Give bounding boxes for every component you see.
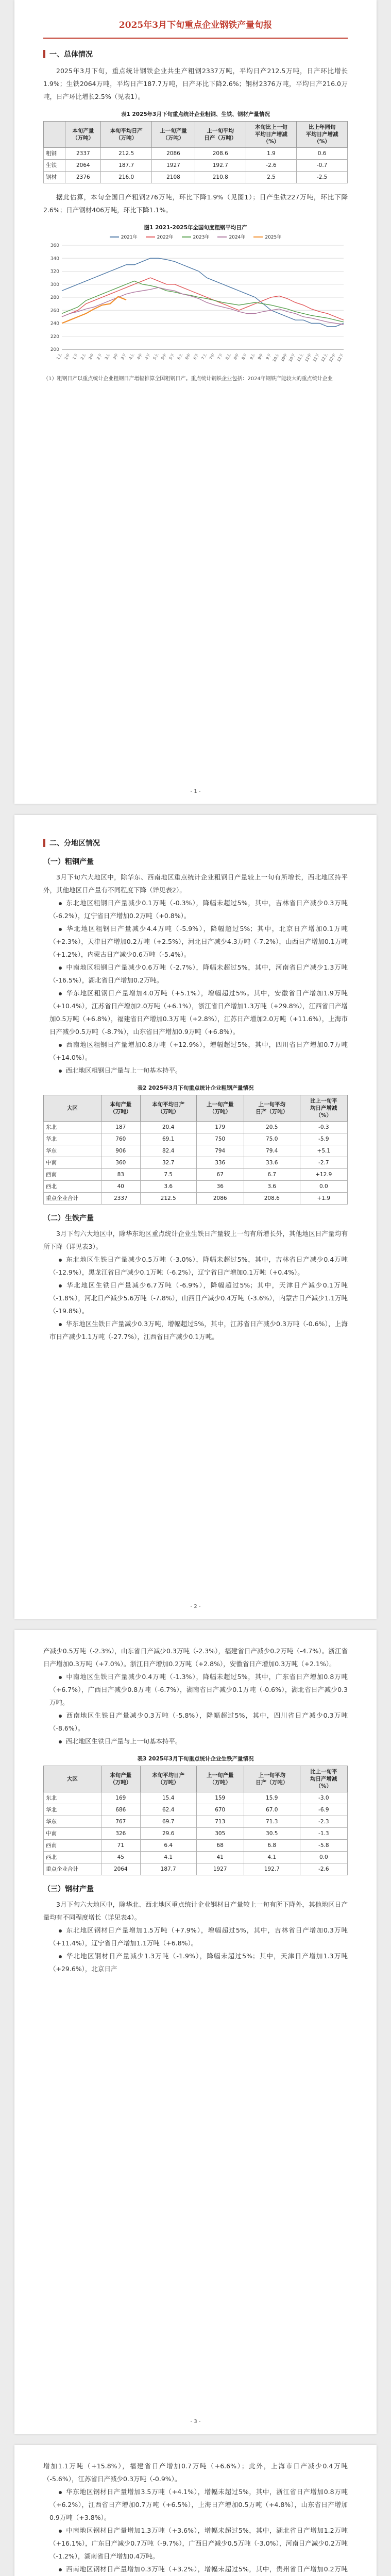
table-header-cell: 上一旬产量 （万吨）	[196, 1766, 244, 1792]
table-header-cell: 比上一旬平 均日产增减 （%）	[300, 1766, 347, 1792]
table-cell: 7.5	[140, 1169, 196, 1181]
table-header-cell: 大区	[44, 1095, 101, 1122]
iron-bullet-southwest: 西南地区生铁日产量减少0.3万吨（-5.8%），降幅超过5%，其中，四川省日产减少0.3万吨（-8.6%）。	[49, 1711, 348, 1732]
x-tick-label: 7上	[200, 352, 208, 361]
section-overview-title: 一、总体情况	[49, 50, 93, 59]
table-cell: 西北	[44, 1181, 101, 1193]
crude-bullet-east: 华东地区粗钢日产量增加4.0万吨（+5.1%），增幅超过5%。其中，安徽省日产增加1.9万吨（+10.4%），江苏省日产增加2.0万吨（+6.1%），浙江省日产增加1.3万吨（+29.8%），江西省日产增加0.5万吨（+6.8%），福建省日产增加0.3万吨（+2.8%），江苏日产增加2.0万吨（+11.6%），上海市日产减少0.5万吨（-8.7%），山东省日产增加0.9万吨（+6.8%）。	[49, 989, 348, 1036]
table-cell: 210.8	[195, 172, 246, 183]
table-cell: 68	[196, 1840, 244, 1852]
bullet-dot	[59, 1676, 62, 1679]
iron-intro: 3月下旬六大地区中，除华东地区重点统计企业生铁日产量较上一旬有所增长外，其他地区日产量均有所下降（详见表3）。	[43, 1230, 348, 1250]
table-cell: 305	[196, 1828, 244, 1840]
bullet-dot	[59, 2530, 62, 2533]
legend-label: 2023年	[193, 235, 210, 240]
bullet-dot	[59, 1044, 62, 1047]
table-header-cell: 本旬平均日产 （万吨）	[140, 1095, 196, 1122]
crude-bullet-north: 华北地区粗钢日产量减少4.4万吨（-5.9%），降幅超过5%；其中，北京日产增加0.1万吨（+2.3%），天津日产增加0.2万吨（+2.5%），河北日产减少4.3万吨（-7.2%），山西日产增加0.1万吨（+1.2%），内蒙古日产减少0.6万吨（-5.4%）。	[49, 925, 348, 958]
legend-label: 2022年	[157, 235, 174, 240]
steel-north-continued: 增加1.1万吨（+15.8%），福建省日产增加0.7万吨（+6.6%）；此外，上海市日产减少0.4万吨（-5.6%），江苏省日产减少0.3万吨（-0.9%）。	[43, 2462, 348, 2483]
legend-item	[253, 233, 281, 240]
legend-item	[182, 233, 210, 240]
table-cell: 6.8	[244, 1840, 300, 1852]
table3	[43, 1766, 348, 1875]
table-cell: 2064	[101, 1863, 140, 1875]
table-cell: 重点企业合计	[44, 1863, 101, 1875]
crude-bullet-northwest: 西北地区粗钢日产量与上一旬基本持平。	[43, 1064, 348, 1077]
table-header-cell: 本旬产量 （万吨）	[101, 1766, 140, 1792]
x-tick-label: 4上	[128, 352, 135, 361]
x-tick-label: 10中	[280, 352, 288, 363]
x-tick-label: 2上	[79, 352, 87, 361]
table-cell: -2.6	[246, 160, 297, 172]
table-cell: 187	[101, 1122, 140, 1133]
table2	[43, 1095, 348, 1205]
table-cell: 216.0	[101, 172, 152, 183]
table-row	[44, 172, 348, 183]
table-cell: 0.6	[297, 148, 348, 160]
table-cell: 62.4	[140, 1804, 196, 1816]
table-row	[44, 1122, 348, 1133]
crude-bullet-southwest: 西南地区粗钢日产量增加0.8万吨（+12.9%），增幅超过5%，其中，四川省日产增加0.7万吨（+14.0%）。	[49, 1041, 348, 1061]
table-cell: +12.9	[300, 1169, 347, 1181]
table-cell: 中南	[44, 1157, 101, 1169]
iron-bullet-north: 华北地区生铁日产量减少6.7万吨（-6.9%），降幅超过5%；其中，天津日产减少0.1万吨（-1.8%），河北日产减少5.6万吨（-7.8%），山西日产减少0.4万吨（-3.6%），内蒙古日产减少1.1万吨（-19.8%）。	[49, 1281, 348, 1315]
table-cell: 重点企业合计	[44, 1193, 101, 1205]
table-cell: 69.7	[140, 1816, 196, 1828]
page-number-1: - 1 -	[190, 789, 201, 794]
table2-caption: 表2 2025年3月下旬重点统计企业粗钢产量情况	[137, 1085, 254, 1091]
report-page-1	[14, 0, 377, 804]
table-cell: 208.6	[244, 1193, 300, 1205]
table-cell: -2.3	[300, 1816, 347, 1828]
section-region-title: 二、分地区情况	[49, 839, 100, 848]
table-cell: 20.5	[244, 1122, 300, 1133]
table-cell: 326	[101, 1828, 140, 1840]
y-tick-label: 200	[50, 347, 59, 352]
legend-swatch	[146, 236, 155, 238]
table-cell: 159	[196, 1792, 244, 1804]
y-tick-label: 240	[50, 321, 59, 327]
table-header-cell: 上一旬平均 日产（万吨）	[244, 1766, 300, 1792]
table-cell: -3.0	[300, 1792, 347, 1804]
x-tick-label: 12下	[336, 352, 345, 363]
table-cell: 212.5	[101, 148, 152, 160]
table-cell: 华东	[44, 1145, 101, 1157]
table-cell: 中南	[44, 1828, 101, 1840]
steel-bullet-northeast: 东北地区钢材日产量增加1.5万吨（+7.9%），增幅超过5%，其中，吉林省日产增加0.3万吨（+11.4%），辽宁省日产增加1.1万吨（+6.8%）。	[49, 1926, 348, 1947]
table-cell: 83	[101, 1169, 140, 1181]
x-tick-label: 8下	[241, 352, 248, 361]
table-cell: 2064	[65, 160, 101, 172]
table-cell: 179	[196, 1122, 244, 1133]
table-row	[44, 1840, 348, 1852]
y-tick-label: 360	[50, 243, 59, 248]
legend-swatch	[182, 236, 191, 238]
table-header-cell: 本旬产量 （万吨）	[101, 1095, 140, 1122]
bullet-dot	[59, 928, 62, 931]
steel-bullet-southwest: 西南地区钢材日产量增加0.3万吨（+3.2%），增幅未超过5%，其中，贵州省日产增加0.2万吨	[43, 2563, 348, 2576]
table-cell: 336	[196, 1157, 244, 1169]
table-cell: 1.9	[246, 148, 297, 160]
steel-products-heading: （三）钢材产量	[43, 1885, 94, 1893]
iron-bullet-northwest: 西北地区生铁日产量与上一旬基本持平。	[43, 1735, 348, 1748]
table-cell: 192.7	[244, 1863, 300, 1875]
steel-bullet-east: 华东地区钢材日产量增加3.5万吨（+4.1%），增幅未超过5%，其中，浙江省日产增加0.8万吨（+6.2%），江西省日产增加0.7万吨（+6.5%），上海日产增加0.5万吨（+4.8%），山东省日产增加0.9万吨（+3.8%）。	[49, 2488, 348, 2521]
table-cell: 187.7	[140, 1863, 196, 1875]
bullet-dot	[59, 1259, 62, 1262]
table-row	[44, 1181, 348, 1193]
table-cell: 36	[196, 1181, 244, 1193]
table-cell: 212.5	[140, 1193, 196, 1205]
legend-label: 2021年	[121, 235, 138, 240]
legend-swatch	[217, 236, 227, 238]
table-cell: 169	[101, 1792, 140, 1804]
x-tick-label: 6上	[176, 352, 184, 361]
x-tick-label: 8中	[232, 352, 240, 361]
table-cell: 41	[196, 1852, 244, 1863]
page-number-3: - 3 -	[190, 2419, 201, 2425]
table-cell: 33.6	[244, 1157, 300, 1169]
table-cell: 30.5	[244, 1828, 300, 1840]
table-cell: 20.4	[140, 1122, 196, 1133]
table-cell: 3.6	[244, 1181, 300, 1193]
table-header-cell: 比上一旬平 均日产增减 （%）	[300, 1095, 347, 1122]
legend-item	[110, 233, 138, 240]
steel-bullet-north: 华北地区钢材日产量减少1.3万吨（-1.9%），降幅未超过5%；其中，天津日产增加1.3万吨（+29.6%），北京日产	[49, 1952, 348, 1973]
chart1-caption: 图1 2021-2025年全国旬度粗钢平均日产	[144, 225, 247, 231]
bullet-dot	[59, 1323, 62, 1326]
table-header-cell: 本旬平均日产 （万吨）	[140, 1766, 196, 1792]
table-cell: 6.7	[244, 1169, 300, 1181]
table-row	[44, 1157, 348, 1169]
crude-bullet-northeast: 东北地区粗钢日产量减少0.1万吨（-0.3%），降幅未超过5%，其中，吉林省日产减少0.3万吨（-6.2%），辽宁省日产增加0.2万吨（+0.8%）。	[49, 899, 348, 920]
table-row	[44, 1816, 348, 1828]
table-cell: 686	[101, 1804, 140, 1816]
table-header-cell: 上一旬产量 （万吨）	[196, 1095, 244, 1122]
table-cell: 钢材	[44, 172, 65, 183]
table-row	[44, 160, 348, 172]
x-tick-label: 10下	[287, 352, 296, 363]
table-cell: 360	[101, 1157, 140, 1169]
title-rule	[43, 38, 348, 39]
page-number-2: - 2 -	[190, 1604, 201, 1609]
overview-paragraph: 2025年3月下旬，重点统计钢铁企业共生产粗钢2337万吨，平均日产212.5万吨，日产环比增长1.9%；生铁2064万吨，平均日产187.7万吨，日产环比下降2.6%；钢材2376万吨，平均日产216.0万吨，日产环比增长2.5%（见表1）。	[43, 67, 348, 100]
steel-intro: 3月下旬六大地区中，除华北、西北地区重点统计企业钢材日产量较上一旬有所下降外，其他地区日产量均有不同程度增长（详见表4）。	[43, 1901, 348, 1921]
section-bar	[43, 50, 45, 58]
table-cell: 0.0	[300, 1181, 347, 1193]
table-cell: -0.3	[300, 1122, 347, 1133]
table-cell: 2.5	[246, 172, 297, 183]
iron-bullet-east: 华东地区生铁日产量减少0.3万吨，增幅超过5%，其中，江苏省日产减少0.3万吨（-0.6%），上海市日产减少1.1万吨（-27.7%），江西省日产减少0.1万吨。	[49, 1320, 348, 1341]
report-page-3	[14, 1630, 377, 2434]
table-cell: 670	[196, 1804, 244, 1816]
table-cell: 760	[101, 1133, 140, 1145]
x-tick-label: 9中	[257, 352, 264, 361]
table-cell: -2.7	[300, 1157, 347, 1169]
table-cell: 4.1	[140, 1852, 196, 1863]
table-cell: 2108	[152, 172, 195, 183]
bullet-dot	[59, 1929, 62, 1933]
table-cell: -2.5	[297, 172, 348, 183]
table-header-cell: 上一旬产量 （万吨）	[152, 122, 195, 148]
x-tick-label: 11中	[303, 352, 313, 363]
table-row	[44, 1792, 348, 1804]
table-row	[44, 1193, 348, 1205]
x-tick-label: 10上	[271, 352, 280, 363]
table-header-row	[44, 1095, 348, 1122]
table-row	[44, 1828, 348, 1840]
section-overview-heading	[43, 49, 348, 59]
legend-label: 2025年	[265, 235, 282, 240]
table-cell: 1927	[196, 1863, 244, 1875]
x-tick-label: 5下	[168, 352, 176, 361]
x-tick-label: 1上	[55, 352, 63, 361]
table-cell: -5.8	[300, 1840, 347, 1852]
table-cell: 2337	[65, 148, 101, 160]
table-header-cell	[44, 122, 65, 148]
table-cell: 2337	[101, 1193, 140, 1205]
table-cell: 15.9	[244, 1792, 300, 1804]
table-cell: 15.4	[140, 1792, 196, 1804]
chart1	[43, 241, 348, 370]
table-row	[44, 1804, 348, 1816]
table-cell: +5.1	[300, 1145, 347, 1157]
x-tick-label: 11上	[296, 352, 304, 363]
iron-east-continued: 产减少0.5万吨（-2.3%），山东省日产减少0.3万吨（-2.3%），福建省日产减少0.2万吨（-4.7%）。浙江省日产增加0.3万吨（+7.0%）。浙江日产增加0.2万吨（+2.8%），安徽省日产增加0.3万吨（+2.1%）。	[43, 1647, 348, 1668]
table-cell: 713	[196, 1816, 244, 1828]
steel-bullet-central-south: 中南地区钢材日产量增加1.3万吨（+3.6%），增幅未超过5%，其中，湖北省日产增加1.2万吨（+16.1%），广东日产减少0.7万吨（-9.7%），广西日产减少0.5万吨（-3.0%），河南日产减少0.2万吨（-1.2%），湖南省日产增加0.4万吨。	[49, 2527, 348, 2560]
x-tick-label: 5中	[160, 352, 167, 361]
table-header-cell: 上一旬平均 日产（万吨）	[244, 1095, 300, 1122]
y-tick-label: 300	[50, 282, 59, 287]
x-tick-label: 6下	[192, 352, 200, 361]
crude-steel-heading: （一）粗钢产量	[43, 858, 94, 866]
chart1-legend	[43, 233, 348, 240]
table-header-cell: 本旬平均日产 （万吨）	[101, 122, 152, 148]
table-cell: 67.0	[244, 1804, 300, 1816]
table-cell: 0.0	[300, 1852, 347, 1863]
bullet-dot	[59, 992, 62, 995]
table-cell: -6.9	[300, 1804, 347, 1816]
bullet-dot	[59, 1955, 62, 1958]
x-tick-label: 9上	[248, 352, 256, 361]
x-tick-label: 1下	[72, 352, 79, 361]
table-row	[44, 148, 348, 160]
y-tick-label: 320	[50, 269, 59, 275]
bullet-dot	[59, 1284, 62, 1287]
table-cell: 西北	[44, 1852, 101, 1863]
table-cell: 华东	[44, 1816, 101, 1828]
legend-swatch	[110, 236, 119, 238]
table-cell: 71	[101, 1840, 140, 1852]
table-cell: 西南	[44, 1840, 101, 1852]
x-tick-label: 12上	[320, 352, 329, 363]
table-row	[44, 1852, 348, 1863]
table-cell: 45	[101, 1852, 140, 1863]
crude-bullet-central-south: 中南地区粗钢日产量减少0.6万吨（-2.7%），降幅未超过5%，其中，河南省日产减少1.3万吨（-16.5%），湖北省日产增加0.2万吨。	[49, 963, 348, 984]
bullet-dot	[59, 2491, 62, 2494]
table-cell: -1.3	[300, 1828, 347, 1840]
table-cell: +1.9	[300, 1193, 347, 1205]
bullet-dot	[59, 1740, 62, 1743]
table-row	[44, 1133, 348, 1145]
table-cell: 750	[196, 1133, 244, 1145]
table-cell: -5.9	[300, 1133, 347, 1145]
x-tick-label: 4中	[136, 352, 144, 361]
table-row	[44, 1145, 348, 1157]
legend-item	[146, 233, 174, 240]
y-tick-label: 220	[50, 334, 59, 340]
report-page-2	[14, 815, 377, 1619]
table-cell: 192.7	[195, 160, 246, 172]
x-tick-label: 2中	[88, 352, 95, 361]
report-page-4	[14, 2445, 377, 2576]
y-tick-label: 280	[50, 295, 59, 300]
section-bar	[43, 839, 45, 847]
bullet-dot	[59, 2568, 62, 2571]
table-cell: 67	[196, 1169, 244, 1181]
table-header-cell: 比上年同旬 平均日产增减 （%）	[297, 122, 348, 148]
estimate-paragraph: 据此估算，本旬全国日产粗钢276万吨，环比下降1.9%（见图1）；日产生铁227万吨，环比下降2.6%；日产钢材406万吨，环比下降1.1%。	[43, 193, 348, 214]
table-cell: 79.4	[244, 1145, 300, 1157]
x-tick-label: 8上	[224, 352, 232, 361]
table-header-cell: 本旬比上一旬 平均日产增减 （%）	[246, 122, 297, 148]
table-cell: 40	[101, 1181, 140, 1193]
x-tick-label: 7中	[208, 352, 216, 361]
table1-caption: 表1 2025年3月下旬重点统计企业粗钢、生铁、钢材产量情况	[121, 111, 270, 117]
table-cell: 粗钢	[44, 148, 65, 160]
table-cell: 2086	[152, 148, 195, 160]
table-cell: 东北	[44, 1792, 101, 1804]
table-cell: 3.6	[140, 1181, 196, 1193]
x-tick-label: 7下	[216, 352, 224, 361]
table-cell: 208.6	[195, 148, 246, 160]
legend-item	[217, 233, 245, 240]
table-header-cell: 上一旬平均 日产（万吨）	[195, 122, 246, 148]
x-tick-label: 2下	[95, 352, 103, 361]
table-header-row	[44, 1766, 348, 1792]
y-tick-label: 260	[50, 308, 59, 314]
bullet-dot	[59, 967, 62, 970]
legend-swatch	[253, 236, 263, 238]
report-title: 2025年3月下旬重点企业钢铁产量旬报	[118, 20, 273, 30]
table-row	[44, 1863, 348, 1875]
pig-iron-heading: （二）生铁产量	[43, 1214, 94, 1223]
table-cell: 71.3	[244, 1816, 300, 1828]
section-region-heading	[43, 838, 348, 848]
table-cell: 华北	[44, 1804, 101, 1816]
y-tick-label: 340	[50, 256, 59, 262]
x-tick-label: 4下	[144, 352, 151, 361]
iron-bullet-northeast: 东北地区生铁日产量减少0.5万吨（-3.0%），降幅未超过5%，其中，吉林省日产减少0.4万吨（-12.9%），黑龙江省日产减少0.1万吨（-6.2%），辽宁省日产增加0.1万吨（+0.4%）。	[49, 1256, 348, 1276]
table-cell: 2376	[65, 172, 101, 183]
table-cell: 4.1	[244, 1852, 300, 1863]
table-cell: 华北	[44, 1133, 101, 1145]
table-cell: 1927	[152, 160, 195, 172]
table-cell: 6.4	[140, 1840, 196, 1852]
table-header-cell: 大区	[44, 1766, 101, 1792]
table-header-row	[44, 122, 348, 148]
table-header-cell: 本旬产量 （万吨）	[65, 122, 101, 148]
table-cell: 75.0	[244, 1133, 300, 1145]
iron-bullet-central-south: 中南地区生铁日产量减少0.4万吨（-1.3%），降幅未超过5%，其中，广东省日产增加0.8万吨（+6.7%），广西日产减少0.8万吨（-6.7%），湖南省日产减少0.1万吨（-0.6%），湖北省日产减少0.3万吨。	[49, 1673, 348, 1706]
x-tick-label: 3上	[104, 352, 111, 361]
table-cell: 794	[196, 1145, 244, 1157]
x-tick-label: 9下	[265, 352, 273, 361]
table-cell: 2086	[196, 1193, 244, 1205]
crude-intro: 3月下旬六大地区中，除华东、西南地区重点统计企业粗钢日产量较上一旬有所增长，西北地区持平外，其他地区日产量有不同程度下降（详见表2）。	[43, 873, 348, 894]
table-cell: 西南	[44, 1169, 101, 1181]
table-cell: -2.6	[300, 1863, 347, 1875]
x-tick-label: 1中	[63, 352, 71, 361]
table3-caption: 表3 2025年3月下旬重点统计企业生铁产量情况	[137, 1756, 254, 1762]
table-cell: 生铁	[44, 160, 65, 172]
table-cell: 187.7	[101, 160, 152, 172]
chart1-note: （1）粗钢日产以重点统计企业粗钢日产增幅推算全国粗钢日产。重点统计钢铁企业包括：2024年钢铁产能较大的重点统计企业	[43, 376, 333, 382]
x-tick-label: 11下	[312, 352, 320, 363]
table-cell: 767	[101, 1816, 140, 1828]
table-row	[44, 1169, 348, 1181]
x-tick-label: 3中	[112, 352, 120, 361]
bullet-dot	[59, 1070, 62, 1073]
table-cell: 82.4	[140, 1145, 196, 1157]
bullet-dot	[59, 1715, 62, 1718]
table-cell: -0.7	[297, 160, 348, 172]
table-cell: 906	[101, 1145, 140, 1157]
table-cell: 32.7	[140, 1157, 196, 1169]
x-tick-label: 5上	[152, 352, 160, 361]
table-cell: 69.1	[140, 1133, 196, 1145]
bullet-dot	[59, 902, 62, 905]
x-tick-label: 12中	[328, 352, 337, 363]
table-cell: 29.6	[140, 1828, 196, 1840]
x-tick-label: 3下	[120, 352, 127, 361]
x-tick-label: 6中	[184, 352, 192, 361]
table1	[43, 121, 348, 183]
legend-label: 2024年	[229, 235, 246, 240]
table-cell: 东北	[44, 1122, 101, 1133]
